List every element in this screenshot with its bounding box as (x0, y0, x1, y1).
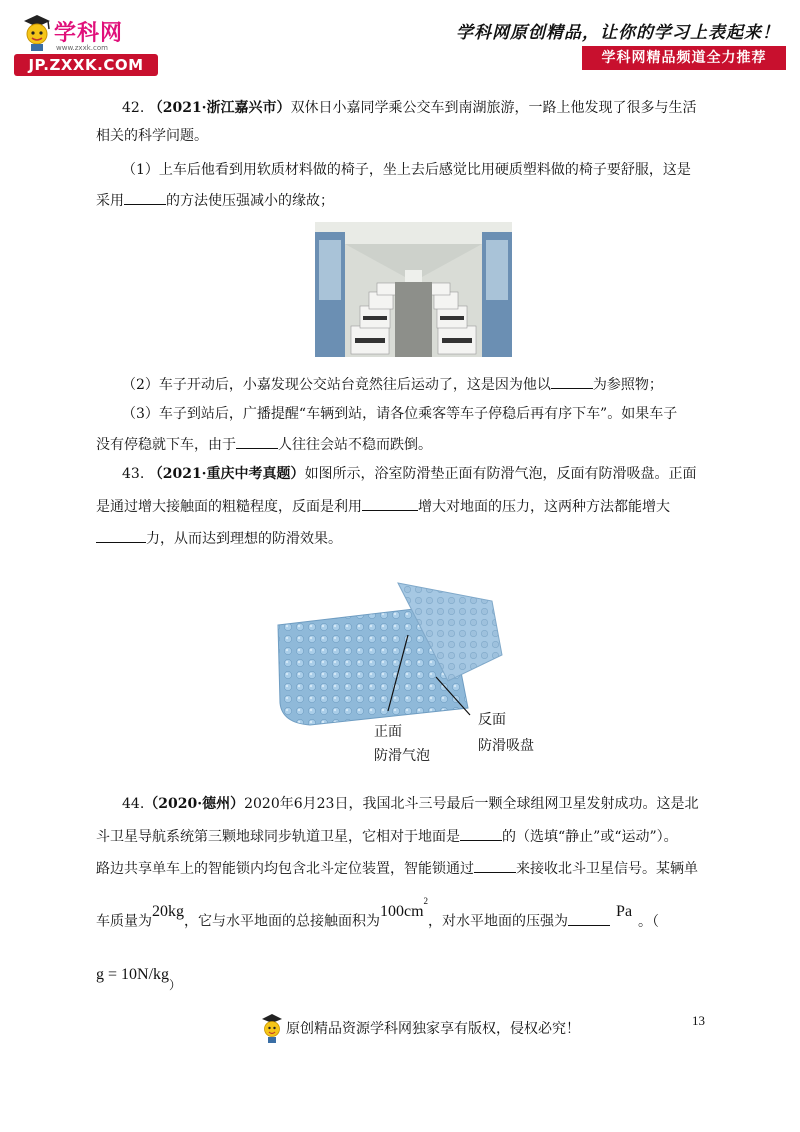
area-exponent: 2 (423, 896, 429, 906)
answer-blank[interactable] (124, 190, 166, 205)
q44-stem-4a: 车质量为 (96, 913, 152, 930)
q42-part3-a: （3）车子到站后，广播提醒“车辆到站，请各位乘客等车子停稳后再有序下车”。如果车子 (122, 406, 678, 422)
q42-part2-line (122, 374, 663, 395)
back-label: 反面 (478, 712, 506, 728)
q42-part1-line-2 (96, 190, 334, 211)
q42-number: 42. (122, 100, 145, 116)
q43-number: 43. (122, 466, 145, 482)
q44-line-5 (96, 962, 182, 992)
front-label: 正面 (374, 724, 402, 740)
q42-stem-2: 相关的科学问题。 (96, 128, 208, 144)
q42-part1-a: （1）上车后他看到用软质材料做的椅子，坐上去后感觉比用硬质塑料做的椅子要舒服，这是 (122, 162, 691, 178)
q42-part1-b1: 采用 (96, 193, 124, 209)
gravity-constant: g = 10N/kg (96, 966, 170, 983)
q43-stem-1: 如图所示，浴室防滑垫正面有防滑气泡，反面有防滑吸盘。正面 (304, 466, 697, 482)
logo-small-url: www.zxxk.com (56, 44, 108, 52)
q42-part1-b2: 的方法使压强减小的缘故； (166, 193, 334, 209)
q44-number: 44. (122, 796, 145, 812)
q44-stem-3b: 来接收北斗卫星信号。某辆单 (516, 861, 698, 877)
q44-stem-2a: 斗卫星导航系统第三颗地球同步轨道卫星，它相对于地面是 (96, 829, 460, 845)
q44-stem-4c: ，对水平地面的压强为 (428, 913, 569, 930)
q43-line-1 (122, 464, 697, 484)
pressure-unit: Pa (616, 902, 633, 920)
q42-part1-line-1 (122, 160, 691, 180)
q42-stem-1: 双休日小嘉同学乘公交车到南湖旅游，一路上他发现了很多与生活 (290, 100, 697, 116)
q42-line-1 (122, 98, 697, 118)
footer-copyright: 原创精品资源学科网独家享有版权，侵权必究！ (286, 1021, 580, 1037)
logo-url-bar[interactable]: JP.ZXXK.COM (14, 54, 158, 76)
q44-line-2 (96, 826, 678, 847)
q44-close: ） (169, 978, 182, 992)
q44-stem-2b: 的（选填“静止”或“运动”）。 (502, 829, 678, 845)
answer-blank[interactable] (96, 528, 146, 543)
q44-line-4 (96, 896, 660, 935)
mascot-icon (20, 12, 54, 52)
q42-source: （2021·浙江嘉兴市） (148, 100, 291, 116)
q44-line-3 (96, 858, 698, 879)
mascot-icon (260, 1012, 284, 1044)
q44-stem-4d: 。（ (638, 913, 660, 930)
answer-blank[interactable] (362, 496, 418, 511)
q42-part3-line-1 (122, 404, 677, 424)
answer-blank[interactable] (568, 911, 610, 926)
answer-blank[interactable] (551, 374, 593, 389)
back-sub-label: 防滑吸盘 (478, 738, 534, 754)
q44-stem-4b: ，它与水平地面的总接触面积为 (184, 913, 380, 930)
bus-interior-photo (315, 222, 512, 357)
q44-stem-3a: 路边共享单车上的智能锁内均包含北斗定位装置，智能锁通过 (96, 861, 474, 877)
q42-part3-b2: 人往往会站不稳而跌倒。 (278, 437, 432, 453)
site-logo[interactable] (14, 10, 160, 72)
q43-source: （2021·重庆中考真题） (148, 466, 305, 482)
q42-part2-a: （2）车子开动后，小嘉发现公交站台竟然往后运动了，这是因为他以 (122, 377, 551, 393)
q42-part2-b: 为参照物； (592, 377, 663, 393)
page-number: 13 (692, 1013, 705, 1028)
q43-line-2 (96, 496, 670, 517)
q42-line-2 (96, 126, 208, 146)
q44-source: （2020·德州） (144, 796, 245, 812)
header-slogan: 学科网原创精品，让你的学习上表起来！ (456, 23, 780, 43)
answer-blank[interactable] (474, 858, 516, 873)
q43-stem-2b: 增大对地面的压力，这两种方法都能增大 (418, 499, 670, 515)
q42-part3-line-2 (96, 434, 432, 455)
front-sub-label: 防滑气泡 (374, 748, 430, 764)
bath-mat-figure (270, 573, 560, 773)
mass-value: 20kg (152, 902, 184, 920)
logo-title: 学科网 (54, 21, 124, 46)
area-value: 100cm (380, 902, 424, 920)
header-banner[interactable]: 学科网精品频道全力推荐 (582, 46, 786, 70)
q43-stem-3: 力，从而达到理想的防滑效果。 (146, 531, 342, 547)
q44-stem-1: 2020年6月23日，我国北斗三号最后一颗全球组网卫星发射成功。这是北 (244, 796, 699, 812)
answer-blank[interactable] (236, 434, 278, 449)
q43-line-3 (96, 528, 342, 549)
q44-line-1 (122, 794, 698, 814)
q42-part3-b1: 没有停稳就下车，由于 (96, 437, 236, 453)
q43-stem-2a: 是通过增大接触面的粗糙程度，反面是利用 (96, 499, 362, 515)
answer-blank[interactable] (460, 826, 502, 841)
